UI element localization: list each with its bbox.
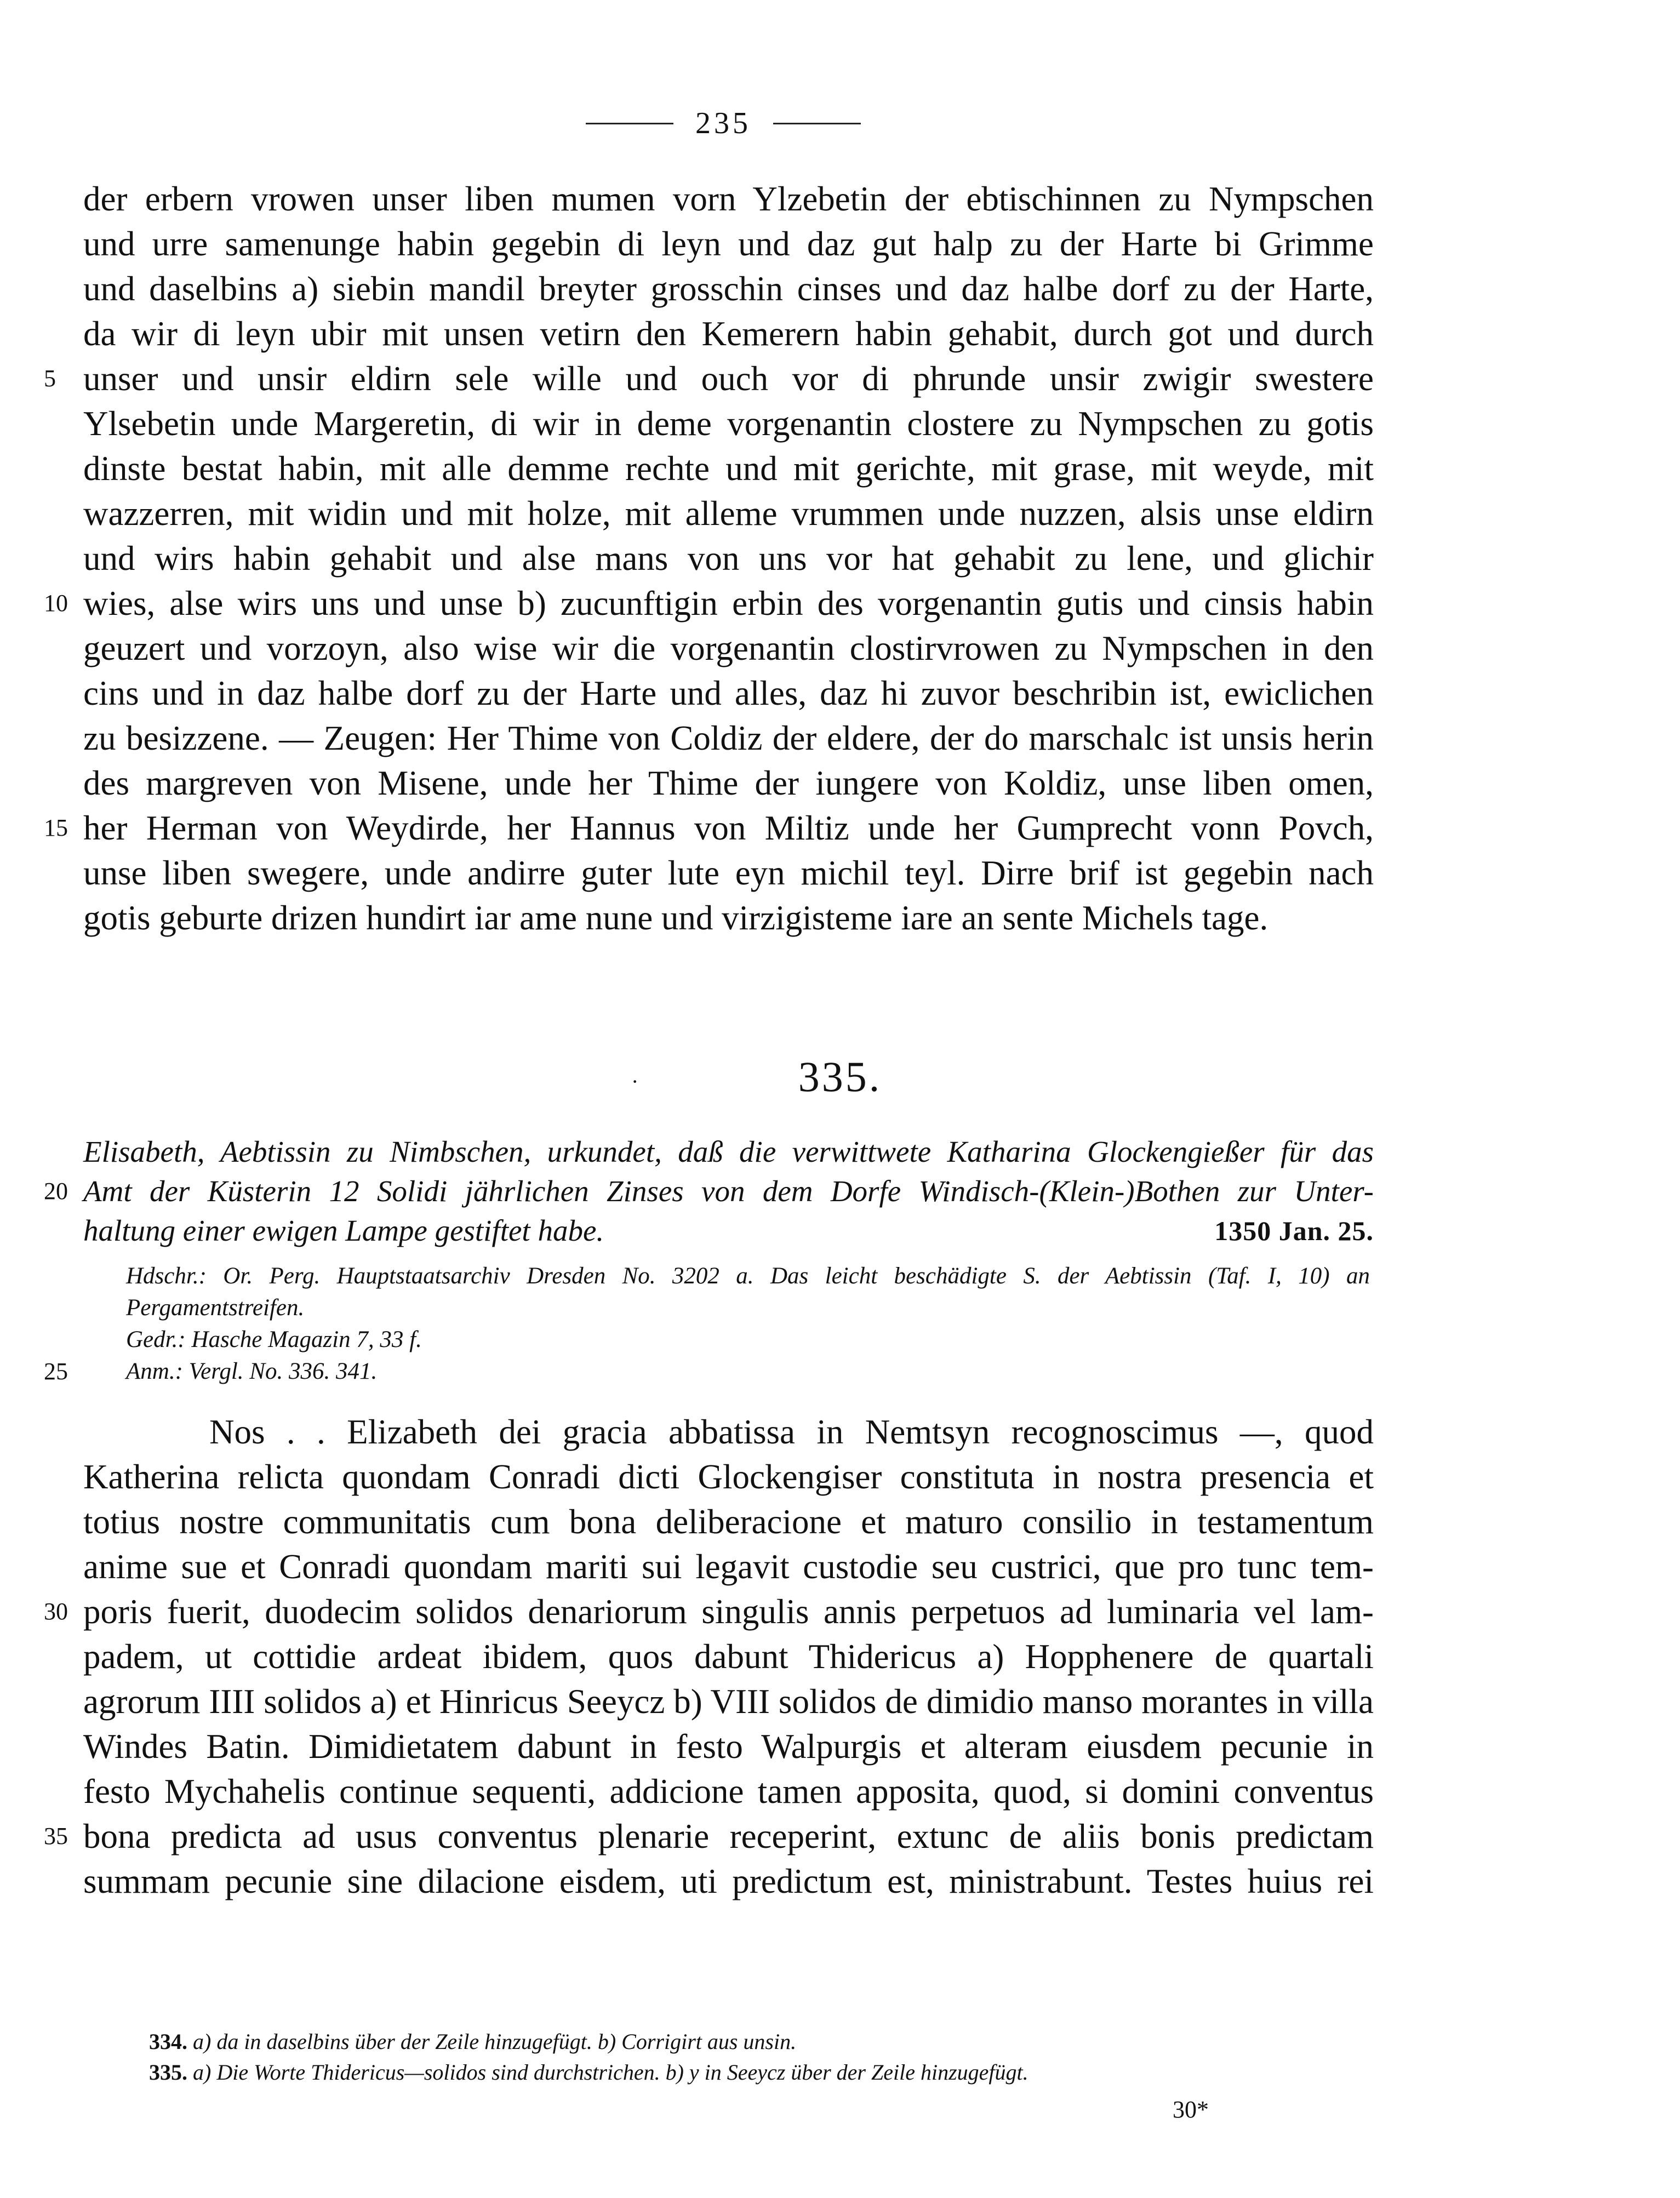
text-line: anime sue et Conradi quondam mariti sui legavit custodie seu custrici, que pro tunc tem-: [83, 1548, 1374, 1586]
line-number: 35: [44, 1823, 68, 1849]
document-335-text: [44, 1409, 1374, 1904]
text-line: 15 her Herman von Weydirde, her Hannus von Miltiz unde her Gumprecht vonn Povch,: [83, 806, 1374, 850]
line-number: 30: [44, 1598, 68, 1625]
sheet-signature: 30*: [1173, 2096, 1209, 2123]
regest-line: 20 Amt der Küsterin 12 Solidi jährlichen Zinses von dem Dorfe Windisch-(Klein-)Bothen zur Unter-: [83, 1172, 1374, 1211]
text-line: wazzerren, mit widin und mit holze, mit alleme vrummen unde nuzzen, alsis unse eldirn: [83, 494, 1374, 533]
footnote: [149, 2057, 1398, 2088]
text-line: Ylsebetin unde Margeretin, di wir in deme vorgenantin clostere zu Nympschen zu gotis: [83, 404, 1374, 443]
line-number: 10: [44, 590, 68, 616]
footnote-label: 335.: [149, 2060, 187, 2085]
source-apparatus: [44, 1260, 1370, 1388]
text-line: Nos . . Elizabeth dei gracia abbatissa in Nemtsyn recognoscimus —, quod: [209, 1413, 1374, 1451]
line-number: 5: [44, 365, 56, 392]
text-line: und wirs habin gehabit und alse mans von uns vor hat gehabit zu lene, und glichir: [83, 539, 1374, 578]
source-line: 25 Anm.: Vergl. No. 336. 341.: [126, 1356, 1370, 1388]
line-number: 15: [44, 814, 68, 841]
line-number: 20: [44, 1178, 68, 1204]
text-line: 10 wies, alse wirs uns und unse b) zucunftigin erbin des vorgenantin gutis und cinsis habin: [83, 581, 1374, 626]
text-line: Windes Batin. Dimidietatem dabunt in festo Walpurgis et alteram eiusdem pecunie in: [83, 1727, 1374, 1766]
footnote: [149, 2026, 1398, 2057]
text-line: totius nostre communitatis cum bona deliberacione et maturo consilio in testamentum: [83, 1503, 1374, 1541]
source-line: Pergamentstreifen.: [126, 1295, 305, 1321]
header-rule-right: [773, 123, 861, 124]
text-line: 35 bona predicta ad usus conventus plenarie receperint, extunc de aliis bonis predictam: [83, 1814, 1374, 1859]
source-line: Gedr.: Hasche Magazin 7, 33 f.: [126, 1327, 422, 1352]
footnote-text: a) da in daselbins über der Zeile hinzugefügt. b) Corrigirt aus unsin.: [193, 2029, 797, 2054]
page-number: 235: [695, 106, 751, 140]
document-date: 1350 Jan. 25.: [1214, 1215, 1374, 1246]
regest: [44, 1132, 1374, 1251]
document-334-text: [44, 176, 1374, 940]
text-line: festo Mychahelis continue sequenti, addicione tamen apposita, quod, si domini conventus: [83, 1772, 1374, 1811]
text-line: geuzert und vorzoyn, also wise wir die vorgenantin clostirvrowen zu Nympschen in den: [83, 629, 1374, 667]
text-line: zu besizzene. — Zeugen: Her Thime von Coldiz der eldere, der do marschalc ist unsis herin: [83, 719, 1374, 757]
line-number: 25: [44, 1358, 68, 1385]
source-line: Hdschr.: Or. Perg. Hauptstaatsarchiv Dresden No. 3202 a. Das leicht beschädigte S. der Aebtissin (Taf. I, 10) an: [126, 1263, 1370, 1289]
footnotes: [149, 2026, 1398, 2088]
text-line: des margreven von Misene, unde her Thime der iungere von Koldiz, unse liben omen,: [83, 764, 1374, 802]
text-line: agrorum IIII solidos a) et Hinricus Seeycz b) VIII solidos de dimidio manso morantes in villa: [83, 1682, 1374, 1721]
text-line: und urre samenunge habin gegebin di leyn und daz gut halp zu der Harte bi Grimme: [83, 225, 1374, 263]
text-line: gotis geburte drizen hundirt iar ame nune und virzigisteme iare an sente Michels tage.: [83, 899, 1268, 937]
text-line: und daselbins a) siebin mandil breyter grosschin cinses und daz halbe dorf zu der Harte,: [83, 270, 1374, 308]
regest-line: haltung einer ewigen Lampe gestiftet habe. 1350 Jan. 25.: [83, 1211, 1374, 1251]
text-line: cins und in daz halbe dorf zu der Harte und alles, daz hi zuvor beschribin ist, ewiclichen: [83, 674, 1374, 712]
text-line: der erbern vrowen unser liben mumen vorn Ylzebetin der ebtischinnen zu Nympschen: [83, 180, 1374, 218]
heading-dot: ·: [631, 1069, 641, 1094]
text-line: da wir di leyn ubir mit unsen vetirn den Kemerern habin gehabit, durch got und durch: [83, 315, 1374, 353]
page-header: [570, 104, 877, 142]
text-line: dinste bestat habin, mit alle demme rechte und mit gerichte, mit grase, mit weyde, mit: [83, 449, 1374, 488]
document-number-heading: · 335.: [631, 1053, 882, 1100]
regest-line: Elisabeth, Aebtissin zu Nimbschen, urkundet, daß die verwittwete Katharina Glockengießer für das: [83, 1135, 1374, 1168]
text-line: 30 poris fuerit, duodecim solidos denariorum singulis annis perpetuos ad luminaria vel lam-: [83, 1589, 1374, 1634]
text-line: Katherina relicta quondam Conradi dicti Glockengiser constituta in nostra presencia et: [83, 1458, 1374, 1496]
text-line: summam pecunie sine dilacione eisdem, uti predictum est, ministrabunt. Testes huius rei: [83, 1862, 1374, 1900]
footnote-text: a) Die Worte Thidericus—solidos sind durchstrichen. b) y in Seeycz über der Zeile hinzugefügt.: [193, 2060, 1028, 2085]
footnote-label: 334.: [149, 2029, 187, 2054]
text-line: unse liben swegere, unde andirre guter lute eyn michil teyl. Dirre brif ist gegebin nach: [83, 854, 1374, 892]
header-rule-left: [586, 123, 673, 124]
text-line: 5 unser und unsir eldirn sele wille und ouch vor di phrunde unsir zwigir swestere: [83, 356, 1374, 401]
text-line: padem, ut cottidie ardeat ibidem, quos dabunt Thidericus a) Hopphenere de quartali: [83, 1637, 1374, 1676]
